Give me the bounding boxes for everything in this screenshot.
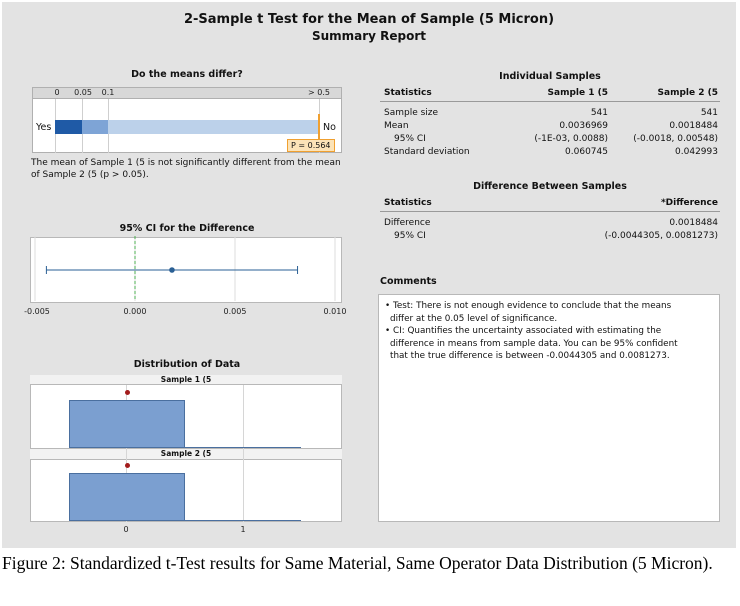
indiv-row-label: 95% CI xyxy=(394,134,426,144)
yes-label: Yes xyxy=(36,122,52,133)
scale-tick-0: 0 xyxy=(54,88,60,97)
comment-line: difference in means from sample data. You can be 95% confident xyxy=(390,338,678,349)
diff-header-rule xyxy=(380,211,720,212)
indiv-row-label: Standard deviation xyxy=(384,147,470,157)
figure-caption: Figure 2: Standardized t-Test results for Same Material, Same Operator Data Distribution (5 Micron). xyxy=(2,553,713,573)
indiv-header-sample2: Sample 2 (5 xyxy=(657,88,718,98)
means-conclusion-text: The mean of Sample 1 (5 is not significantly different from the mean of Sample 2 (5 (p > 0.05). xyxy=(31,158,341,180)
sample2-box xyxy=(69,473,185,521)
dist-xtick-1: 1 xyxy=(240,525,246,534)
ci-xtick-010: 0.010 xyxy=(323,307,347,316)
sample1-panel-header: Sample 1 (5 xyxy=(30,375,342,385)
scale-tick-005: 0.05 xyxy=(74,88,92,97)
means-differ-title: Do the means differ? xyxy=(131,69,243,80)
indiv-row-label: Mean xyxy=(384,121,409,131)
sample1-mean-dot xyxy=(125,390,130,395)
difference-title: Difference Between Samples xyxy=(473,181,627,192)
sample2-mean-dot xyxy=(125,463,130,468)
indiv-row-s1: (-1E-03, 0.0088) xyxy=(534,134,608,144)
comments-title: Comments xyxy=(380,276,437,287)
ci-estimate-point xyxy=(169,267,175,273)
diff-row-label: 95% CI xyxy=(394,231,426,241)
sample1-box xyxy=(69,400,185,448)
indiv-row-s1: 541 xyxy=(590,108,608,118)
diff-header-difference: *Difference xyxy=(660,198,718,208)
report-subtitle: Summary Report xyxy=(311,29,427,43)
scale-tick-01: 0.1 xyxy=(101,88,115,97)
report-panel xyxy=(2,2,736,548)
ci-xtick-neg005: -0.005 xyxy=(24,307,50,316)
report-title: 2-Sample t Test for the Mean of Sample (5 Micron) xyxy=(183,12,555,27)
comments-box xyxy=(378,294,720,522)
comment-line: differ at the 0.05 level of significance. xyxy=(390,313,558,324)
comment-line: • CI: Quantifies the uncertainty associated with estimating the xyxy=(385,326,662,336)
dist-gridline-1 xyxy=(243,385,244,522)
indiv-row-s1: 0.060745 xyxy=(565,147,608,157)
indiv-row-s2: 0.0018484 xyxy=(669,121,718,131)
indiv-row-s2: 0.042993 xyxy=(675,147,718,157)
diff-row-label: Difference xyxy=(384,218,431,228)
no-label: No xyxy=(323,122,336,133)
diff-row-value: (-0.0044305, 0.0081273) xyxy=(604,231,718,241)
ci-xtick-0: 0.000 xyxy=(123,307,147,316)
scale-tick-05: > 0.5 xyxy=(308,88,330,97)
ci-plot-title: 95% CI for the Difference xyxy=(119,223,255,234)
diff-row-value: 0.0018484 xyxy=(669,218,718,228)
indiv-header-rule xyxy=(380,101,720,102)
distribution-title: Distribution of Data xyxy=(133,359,241,370)
comment-line: that the true difference is between -0.0044305 and 0.0081273. xyxy=(390,351,670,361)
ci-xtick-005: 0.005 xyxy=(223,307,247,316)
individual-samples-title: Individual Samples xyxy=(499,71,601,82)
p-value-label: P = 0.564 xyxy=(287,139,335,152)
indiv-row-label: Sample size xyxy=(384,108,439,118)
indiv-header-statistics: Statistics xyxy=(384,88,432,98)
diff-header-statistics: Statistics xyxy=(384,198,432,208)
indiv-header-sample1: Sample 1 (5 xyxy=(547,88,608,98)
dist-xtick-0: 0 xyxy=(123,525,129,534)
indiv-row-s2: (-0.0018, 0.00548) xyxy=(633,134,718,144)
indiv-row-s2: 541 xyxy=(700,108,718,118)
indiv-row-s1: 0.0036969 xyxy=(559,121,608,131)
sample2-panel-header: Sample 2 (5 xyxy=(30,448,342,460)
comment-line: • Test: There is not enough evidence to conclude that the means xyxy=(385,301,672,311)
sample2-whisker xyxy=(185,520,301,521)
sample1-whisker xyxy=(185,447,301,448)
